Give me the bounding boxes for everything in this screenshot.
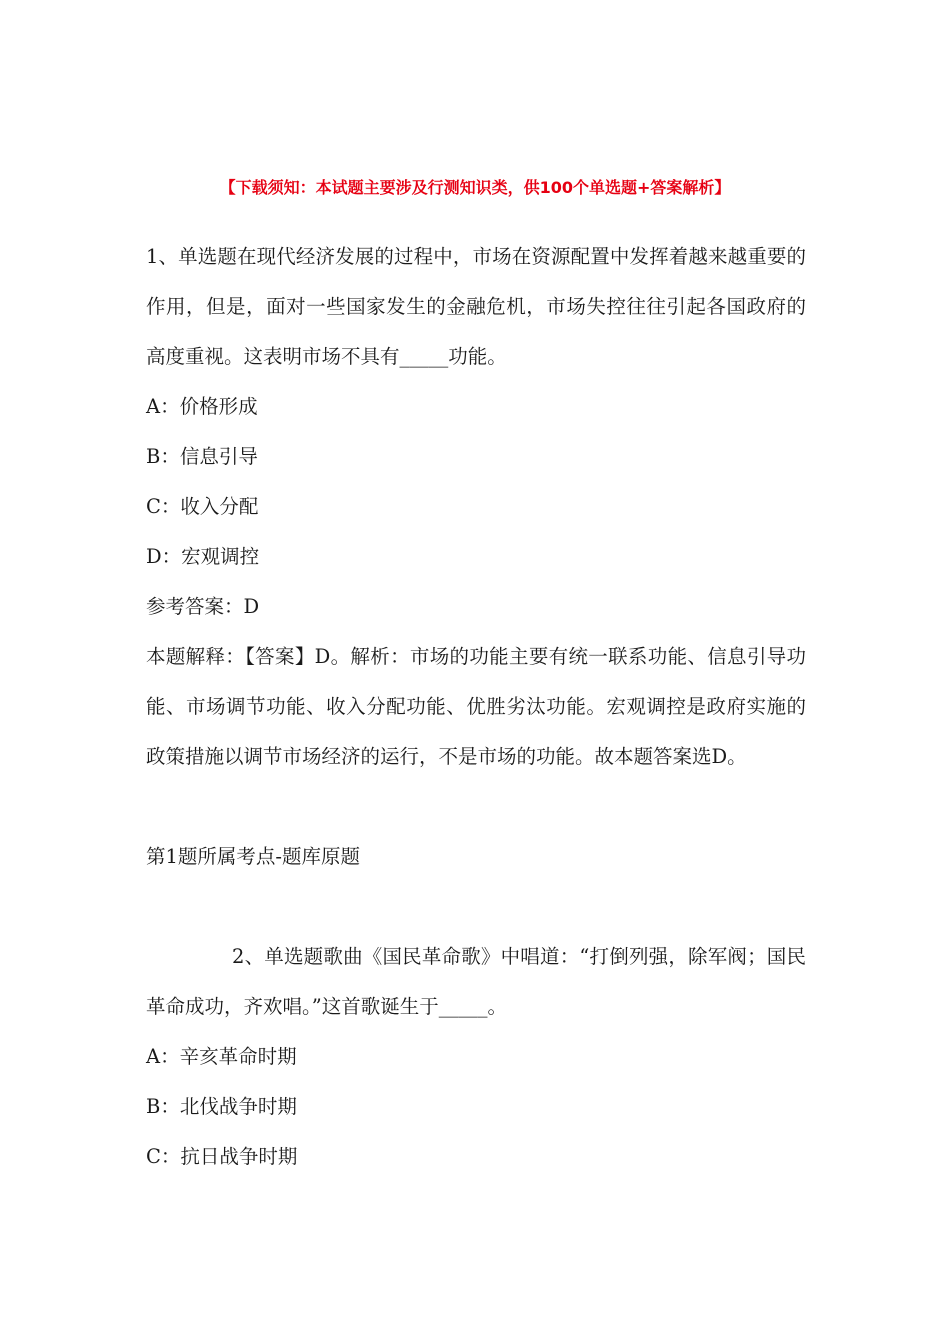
question-2-option-a: A：辛亥革命时期: [146, 1045, 297, 1068]
spacer: [146, 782, 806, 832]
question-1-option-b: B：信息引导: [146, 445, 258, 468]
spacer: [146, 882, 806, 932]
question-1-topic: 第1题所属考点-题库原题: [146, 845, 360, 868]
document-body: [146, 232, 806, 1182]
question-1-option-a: A：价格形成: [146, 395, 258, 418]
question-1-answer: 参考答案：D: [146, 595, 260, 618]
question-2-option-b: B：北伐战争时期: [146, 1095, 297, 1118]
question-1-option-d: D：宏观调控: [146, 545, 260, 568]
question-1-explanation: 本题解释：【答案】D。解析：市场的功能主要有统一联系功能、信息引导功能、市场调节功能、收入分配功能、优胜劣汰功能。宏观调控是政府实施的政策措施以调节市场经济的运行，不是市场的功能。故本题答案选D。: [146, 645, 806, 768]
download-notice: 【下载须知：本试题主要涉及行测知识类，供100个单选题+答案解析】: [219, 178, 731, 197]
question-2-option-c: C：抗日战争时期: [146, 1145, 298, 1168]
question-1-stem: 1、单选题在现代经济发展的过程中，市场在资源配置中发挥着越来越重要的作用，但是，面对一些国家发生的金融危机，市场失控往往引起各国政府的高度重视。这表明市场不具有_____功能。: [146, 245, 806, 368]
question-1-option-c: C：收入分配: [146, 495, 259, 518]
question-2-stem: 2、单选题歌曲《国民革命歌》中唱道：“打倒列强，除军阀；国民革命成功，齐欢唱。”这首歌诞生于_____。: [146, 945, 806, 1018]
